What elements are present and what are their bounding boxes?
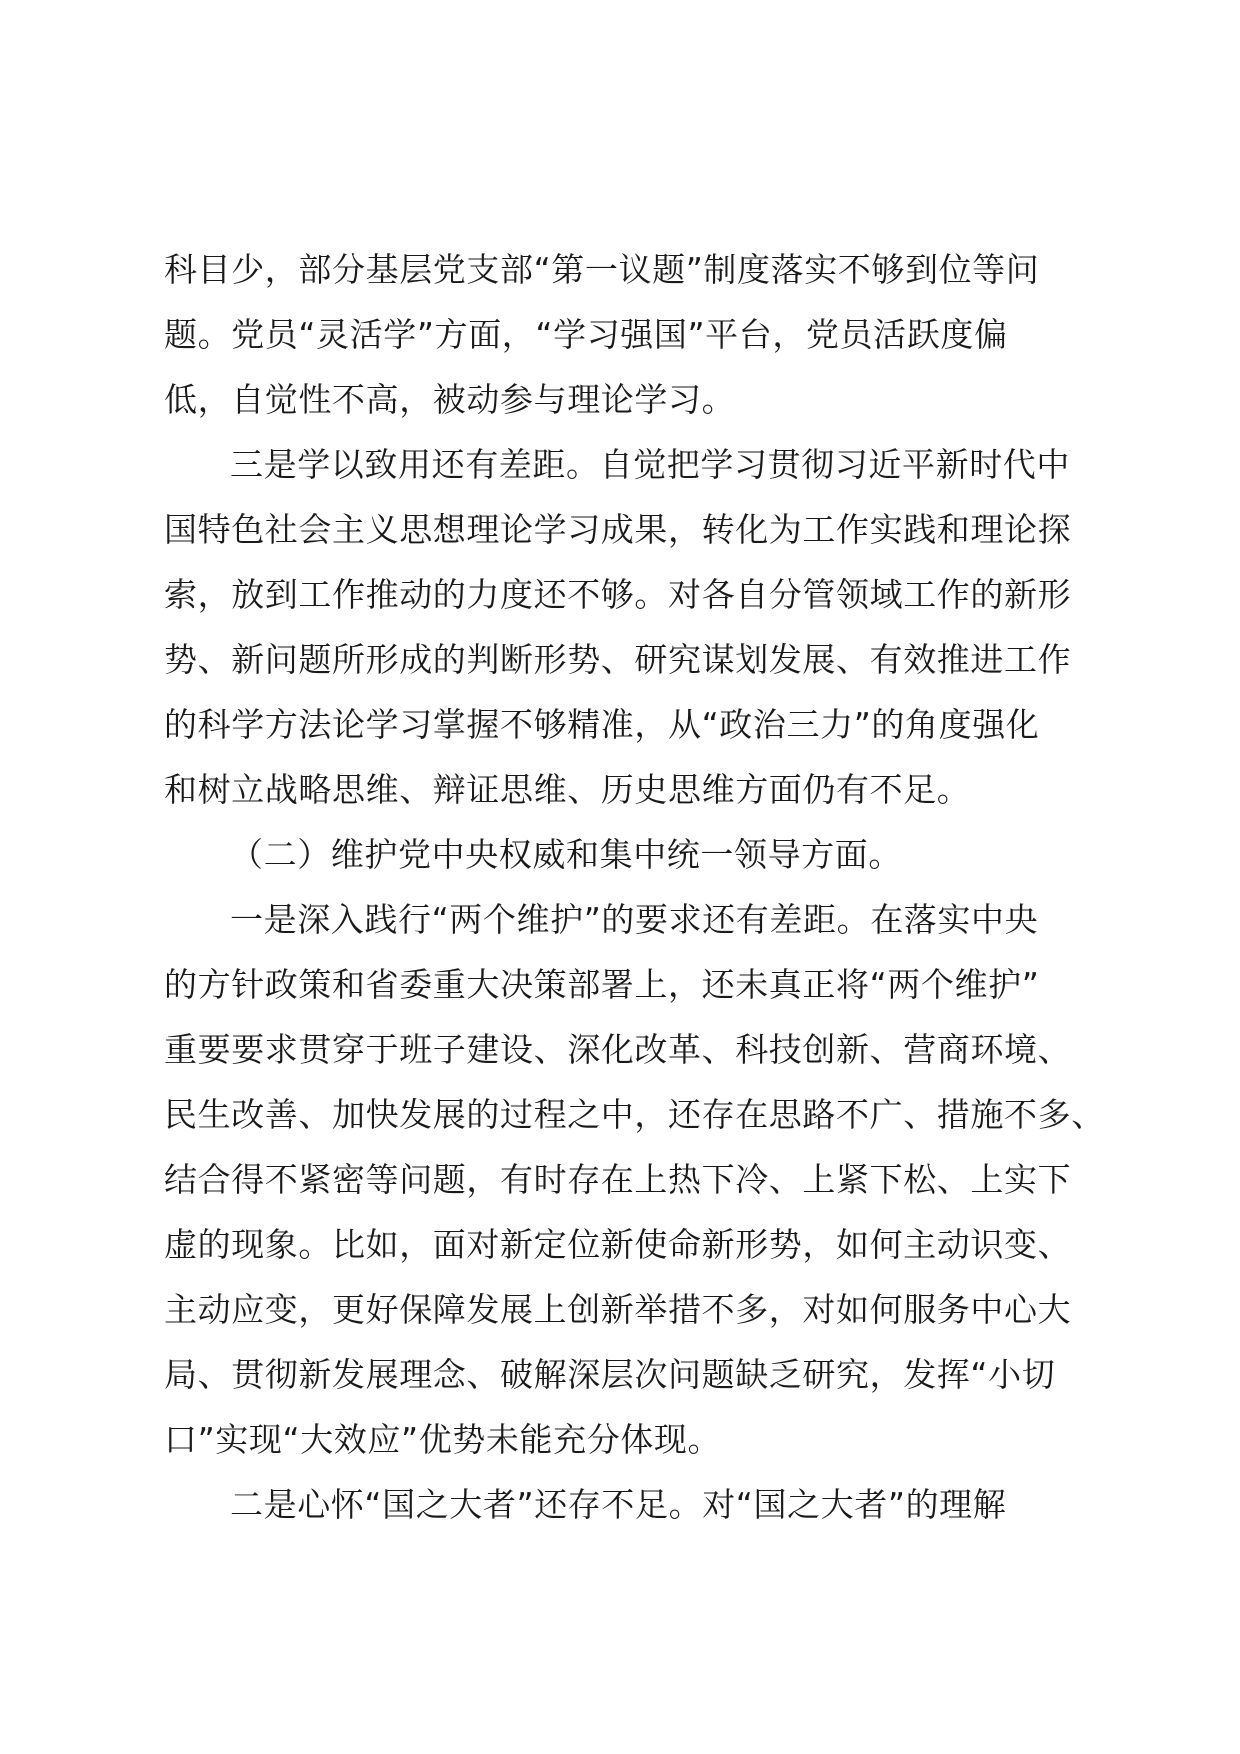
text-line: 索，放到工作推动的力度还不够。对各自分管领域工作的新形 (164, 575, 1072, 614)
text-line: 科目少，部分基层党支部“第一议题”制度落实不够到位等问 (164, 250, 1040, 289)
section-heading: （二）维护党中央权威和集中统一领导方面。 (230, 835, 902, 874)
paragraph-start-line: 三是学以致用还有差距。自觉把学习贯彻习近平新时代中 (230, 445, 1070, 484)
text-line: 题。党员“灵活学”方面，“学习强国”平台，党员活跃度偏 (164, 315, 1008, 354)
paragraph-start-line: 二是心怀“国之大者”还存不足。对“国之大者”的理解 (230, 1485, 1007, 1524)
text-line: 低，自觉性不高，被动参与理论学习。 (164, 380, 736, 419)
text-line: 重要要求贯穿于班子建设、深化改革、科技创新、营商环境、 (164, 1030, 1072, 1069)
text-line: 局、贯彻新发展理念、破解深层次问题缺乏研究，发挥“小切 (164, 1355, 1056, 1394)
text-line: 主动应变，更好保障发展上创新举措不多，对如何服务中心大 (164, 1290, 1072, 1329)
text-line: 的方针政策和省委重大决策部署上，还未真正将“两个维护” (164, 965, 1040, 1004)
text-line: 势、新问题所形成的判断形势、研究谋划发展、有效推进工作 (164, 640, 1072, 679)
paragraph-start-line: 一是深入践行“两个维护”的要求还有差距。在落实中央 (230, 900, 1039, 939)
text-line: 国特色社会主义思想理论学习成果，转化为工作实践和理论探 (164, 510, 1072, 549)
text-line: 的科学方法论学习掌握不够精准，从“政治三力”的角度强化 (164, 705, 1040, 744)
text-line: 民生改善、加快发展的过程之中，还存在思路不广、措施不多、 (164, 1095, 1105, 1134)
text-line: 虚的现象。比如，面对新定位新使命新形势，如何主动识变、 (164, 1225, 1072, 1264)
text-line: 结合得不紧密等问题，有时存在上热下冷、上紧下松、上实下 (164, 1160, 1072, 1199)
text-line: 和树立战略思维、辩证思维、历史思维方面仍有不足。 (164, 770, 971, 809)
document-body (164, 237, 1105, 1537)
text-line: 口”实现“大效应”优势未能充分体现。 (164, 1420, 722, 1459)
